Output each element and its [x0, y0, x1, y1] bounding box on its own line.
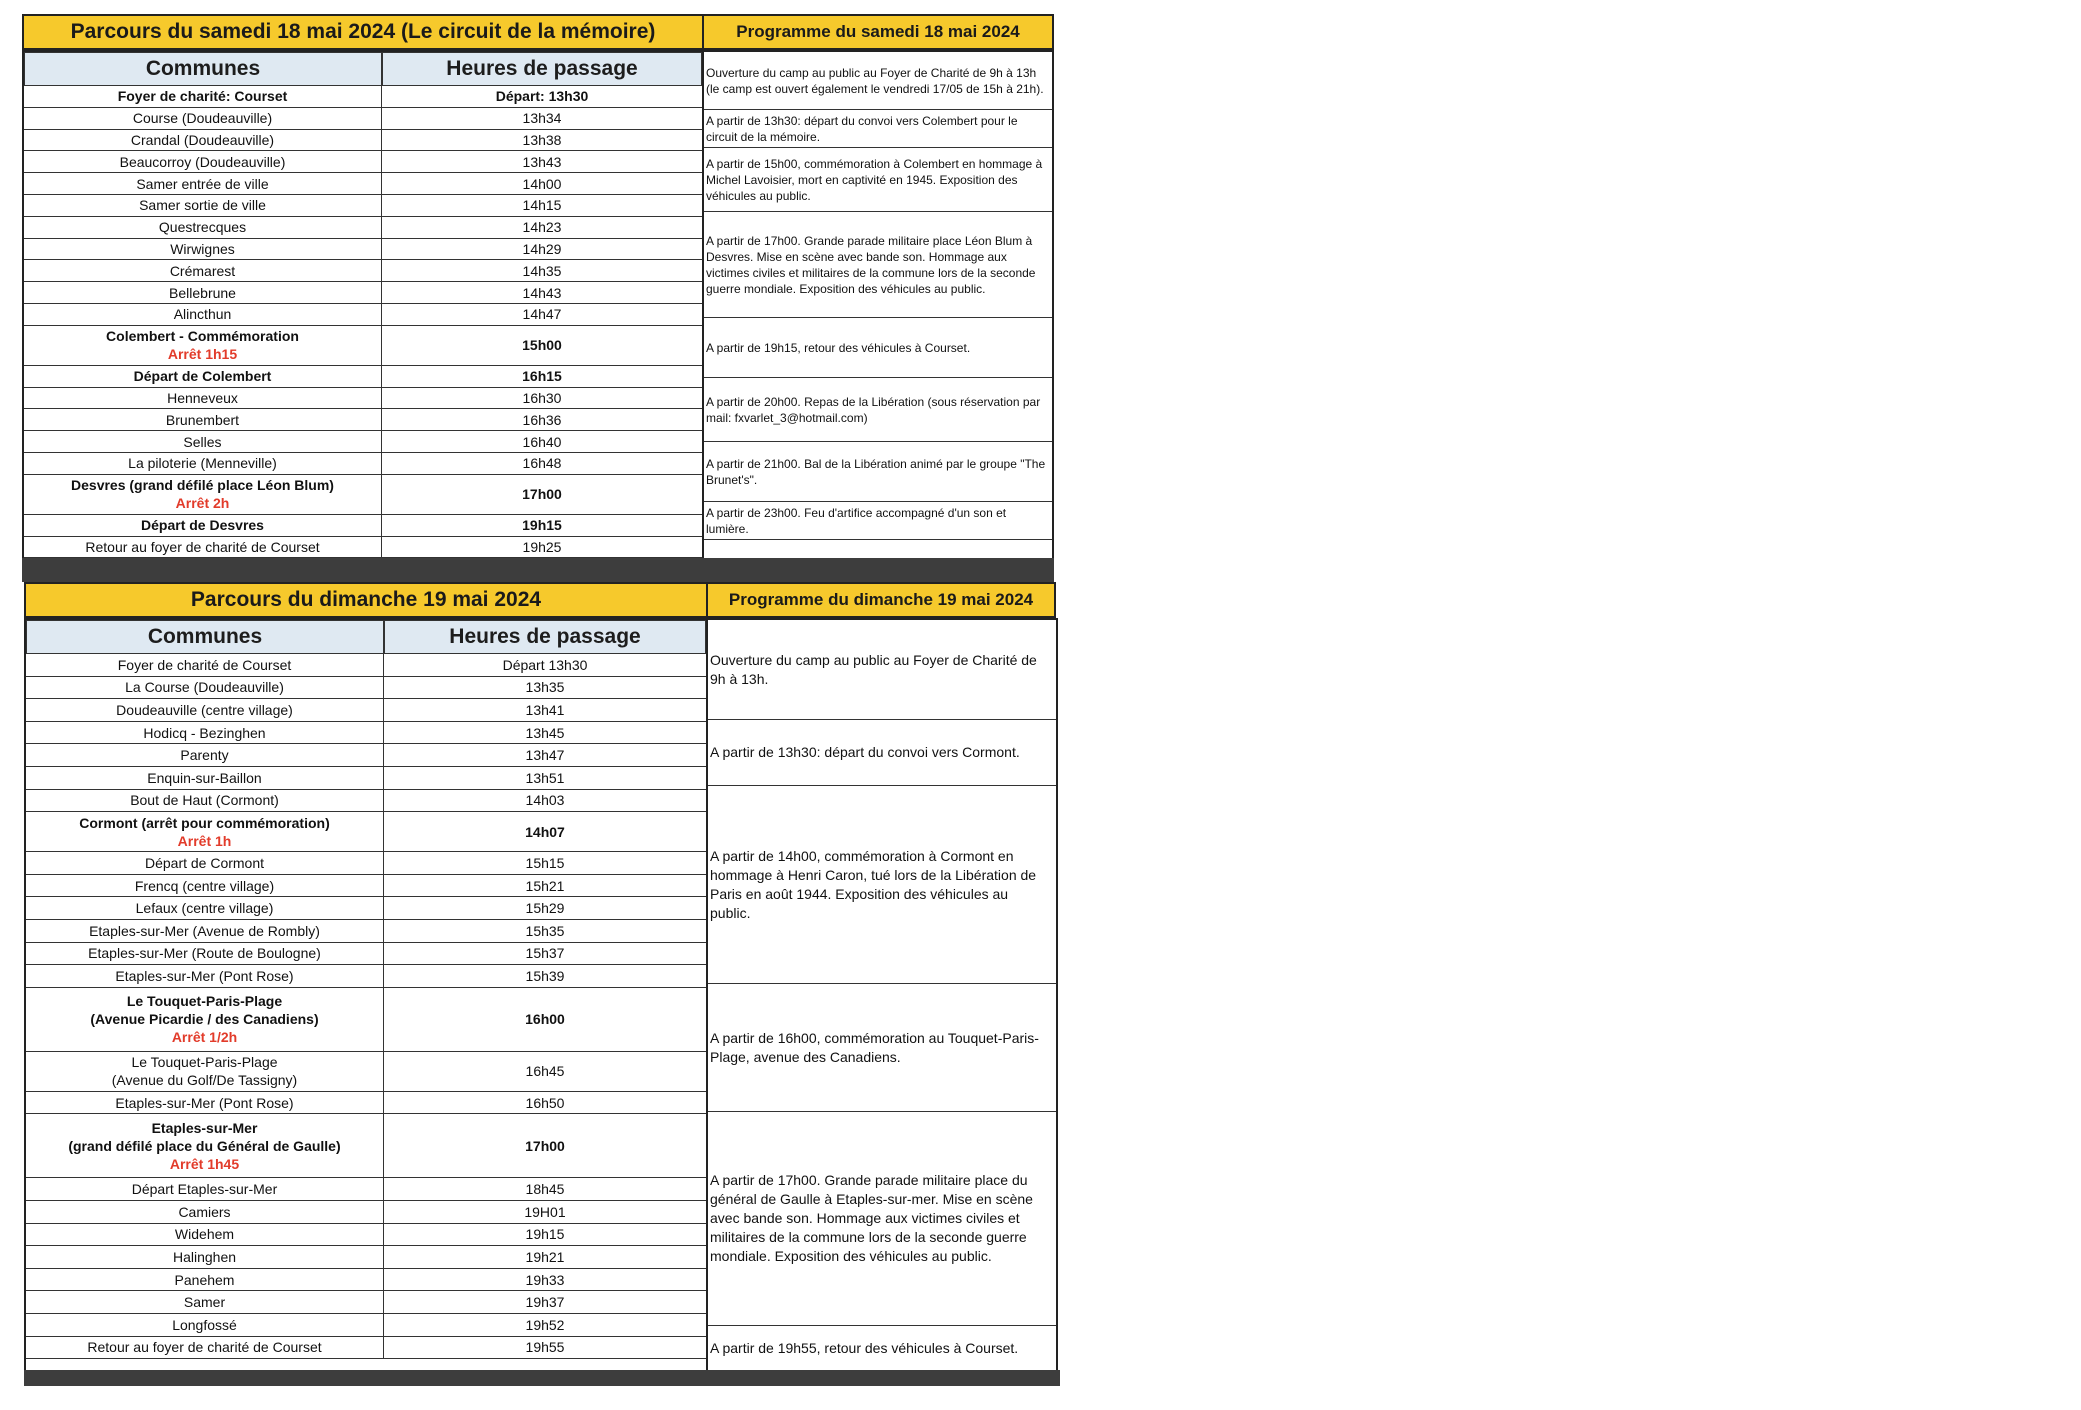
table-row	[26, 790, 706, 813]
saturday-col-communes: Communes	[24, 52, 382, 86]
table-row	[26, 812, 706, 852]
commune-cell	[24, 304, 382, 325]
table-row	[26, 1178, 706, 1201]
table-row	[24, 304, 702, 326]
passage-time: 19h15	[522, 517, 562, 534]
program-text: A partir de 15h00, commémoration à Colembert en hommage à Michel Lavoisier, mort en captivité en 1945. Exposition des véhicules au public.	[706, 156, 1043, 203]
passage-time: 15h00	[522, 337, 562, 354]
commune-name: La piloterie (Menneville)	[128, 455, 277, 472]
passage-time: 14h23	[522, 219, 562, 236]
commune-name: Le Touquet-Paris-Plage	[126, 993, 283, 1010]
table-row	[24, 453, 702, 475]
time-cell	[382, 537, 702, 558]
table-row	[26, 1337, 706, 1360]
table-row	[26, 767, 706, 790]
commune-cell	[24, 453, 382, 474]
time-cell	[382, 260, 702, 281]
commune-name: Foyer de charité: Courset	[117, 88, 288, 105]
table-row	[26, 897, 706, 920]
saturday-col-heures: Heures de passage	[382, 52, 702, 86]
time-cell	[384, 767, 706, 789]
table-row	[24, 282, 702, 304]
commune-name: Samer	[183, 1294, 226, 1311]
time-cell	[382, 366, 702, 387]
passage-time: 19h15	[525, 1226, 565, 1243]
passage-time: 19h25	[522, 538, 562, 555]
time-cell	[384, 812, 706, 851]
program-entry	[704, 52, 1052, 110]
commune-cell	[24, 239, 382, 260]
table-row	[26, 1291, 706, 1314]
program-entry	[704, 442, 1052, 502]
table-row	[26, 920, 706, 943]
table-row	[24, 537, 702, 559]
passage-time: 13h41	[525, 701, 565, 718]
commune-cell	[26, 1224, 384, 1246]
commune-name: Frencq (centre village)	[134, 877, 275, 894]
commune-detail: (Avenue Picardie / des Canadiens)	[90, 1011, 319, 1028]
commune-name: Desvres (grand défilé place Léon Blum)	[71, 477, 334, 494]
table-row	[26, 875, 706, 898]
commune-name: Etaples-sur-Mer (Route de Boulogne)	[88, 945, 321, 962]
commune-cell	[26, 722, 384, 744]
program-text: A partir de 19h55, retour des véhicules à Courset.	[710, 1340, 1019, 1356]
stop-duration: Arrêt 1h45	[169, 1155, 240, 1172]
time-cell	[384, 1224, 706, 1246]
table-row	[24, 366, 702, 388]
passage-time: 14h00	[522, 175, 562, 192]
commune-name: Samer entrée de ville	[136, 175, 269, 192]
commune-name: Parenty	[180, 747, 229, 764]
commune-cell	[26, 1201, 384, 1223]
table-row	[24, 239, 702, 261]
table-row	[26, 1092, 706, 1115]
program-entry	[704, 378, 1052, 442]
commune-name: Enquin-sur-Baillon	[147, 769, 262, 786]
table-row	[24, 326, 702, 366]
table-row	[24, 108, 702, 130]
passage-time: 15h15	[525, 854, 565, 871]
time-cell	[384, 790, 706, 812]
program-entry	[708, 1326, 1056, 1372]
commune-name: Départ de Desvres	[141, 517, 264, 534]
time-cell	[384, 965, 706, 987]
time-cell	[384, 677, 706, 699]
table-row	[24, 86, 702, 108]
commune-name: Longfossé	[172, 1316, 237, 1333]
time-cell	[384, 1337, 706, 1359]
commune-name: Alincthun	[173, 306, 232, 323]
commune-cell	[26, 1052, 384, 1091]
commune-cell	[24, 86, 382, 107]
commune-name: Etaples-sur-Mer (Pont Rose)	[115, 967, 294, 984]
passage-time: 15h37	[525, 945, 565, 962]
commune-detail: (Avenue du Golf/De Tassigny)	[111, 1072, 298, 1089]
table-row	[24, 217, 702, 239]
commune-cell	[26, 1314, 384, 1336]
table-row	[24, 409, 702, 431]
sunday-route-title: Parcours du dimanche 19 mai 2024	[24, 582, 708, 618]
time-cell	[384, 943, 706, 965]
sunday-program-title: Programme du dimanche 19 mai 2024	[706, 582, 1056, 618]
passage-time: 19h55	[525, 1339, 565, 1356]
stop-duration: Arrêt 1h	[177, 832, 232, 849]
passage-time: 16h40	[522, 433, 562, 450]
commune-name: Bout de Haut (Cormont)	[130, 792, 279, 809]
commune-cell	[26, 1291, 384, 1313]
table-row	[26, 654, 706, 677]
table-row	[26, 943, 706, 966]
program-text: A partir de 20h00. Repas de la Libération (sous réservation par mail: fxvarlet_3@hotmail.com)	[706, 394, 1041, 425]
passage-time: 14h03	[525, 792, 565, 809]
time-cell	[384, 654, 706, 676]
table-row	[26, 852, 706, 875]
program-entry	[704, 110, 1052, 148]
commune-name: Hodicq - Bezinghen	[143, 724, 266, 741]
table-row	[24, 173, 702, 195]
program-text: A partir de 13h30: départ du convoi vers Cormont.	[710, 744, 1020, 760]
commune-name: Retour au foyer de charité de Courset	[87, 1339, 322, 1356]
passage-time: 16h30	[522, 389, 562, 406]
time-cell	[384, 1178, 706, 1200]
time-cell	[384, 1201, 706, 1223]
table-row	[26, 1052, 706, 1092]
passage-time: Départ: 13h30	[495, 88, 589, 105]
commune-cell	[24, 388, 382, 409]
time-cell	[382, 217, 702, 238]
time-cell	[382, 453, 702, 474]
commune-name: Camiers	[178, 1203, 231, 1220]
commune-name: Le Touquet-Paris-Plage	[131, 1054, 278, 1071]
commune-name: Retour au foyer de charité de Courset	[85, 538, 320, 555]
passage-time: 16h50	[525, 1094, 565, 1111]
table-row	[24, 195, 702, 217]
program-text: Ouverture du camp au public au Foyer de Charité de 9h à 13h (le camp est ouvert également le vendredi 17/05 de 15h à 21h).	[706, 65, 1044, 96]
time-cell	[382, 151, 702, 172]
time-cell	[384, 988, 706, 1051]
passage-time: 14h43	[522, 284, 562, 301]
commune-cell	[24, 195, 382, 216]
time-cell	[384, 1269, 706, 1291]
stop-duration: Arrêt 2h	[175, 495, 230, 512]
commune-cell	[24, 431, 382, 452]
commune-name: Crandal (Doudeauville)	[130, 131, 275, 148]
passage-time: 13h34	[522, 110, 562, 127]
passage-time: 16h36	[522, 411, 562, 428]
commune-name: Course (Doudeauville)	[132, 110, 273, 127]
time-cell	[384, 875, 706, 897]
table-row	[26, 677, 706, 700]
passage-time: 13h38	[522, 131, 562, 148]
passage-time: 17h00	[525, 1137, 565, 1154]
commune-name: Etaples-sur-Mer (Pont Rose)	[115, 1094, 294, 1111]
time-cell	[382, 409, 702, 430]
passage-time: 17h00	[522, 486, 562, 503]
program-entry	[704, 318, 1052, 378]
time-cell	[384, 1314, 706, 1336]
commune-name: Panehem	[174, 1271, 235, 1288]
time-cell	[384, 1092, 706, 1114]
time-cell	[382, 195, 702, 216]
time-cell	[384, 744, 706, 766]
commune-name: Foyer de charité de Courset	[117, 656, 292, 673]
time-cell	[382, 282, 702, 303]
time-cell	[384, 852, 706, 874]
passage-time: 14h47	[522, 306, 562, 323]
table-row	[24, 388, 702, 410]
commune-name: Départ de Colembert	[133, 368, 272, 385]
table-row	[26, 1201, 706, 1224]
commune-detail: (grand défilé place du Général de Gaulle)	[68, 1137, 341, 1154]
commune-name: Doudeauville (centre village)	[116, 701, 293, 718]
passage-time: 16h48	[522, 455, 562, 472]
time-cell	[384, 920, 706, 942]
passage-time: 14h29	[522, 240, 562, 257]
saturday-bottom-band	[22, 558, 1054, 582]
time-cell	[382, 388, 702, 409]
commune-name: Brunembert	[165, 411, 240, 428]
passage-time: 15h39	[525, 967, 565, 984]
commune-cell	[26, 875, 384, 897]
passage-time: 14h15	[522, 197, 562, 214]
time-cell	[384, 1114, 706, 1177]
table-row	[24, 431, 702, 453]
time-cell	[384, 699, 706, 721]
time-cell	[382, 431, 702, 452]
passage-time: 19h21	[525, 1248, 565, 1265]
commune-name: Colembert - Commémoration	[106, 328, 299, 345]
passage-time: 19H01	[524, 1203, 566, 1220]
commune-cell	[26, 812, 384, 851]
program-entry	[708, 984, 1056, 1112]
commune-name: Cormont (arrêt pour commémoration)	[79, 814, 330, 831]
time-cell	[384, 1052, 706, 1091]
program-text: A partir de 14h00, commémoration à Cormont en hommage à Henri Caron, tué lors de la Libération de Paris en août 1944. Exposition des véhicules au public.	[710, 847, 1037, 921]
table-row	[26, 722, 706, 745]
sunday-col-heures: Heures de passage	[384, 620, 706, 654]
commune-cell	[24, 409, 382, 430]
commune-cell	[26, 988, 384, 1051]
commune-name: Selles	[183, 433, 222, 450]
commune-cell	[24, 537, 382, 558]
commune-cell	[26, 1178, 384, 1200]
time-cell	[384, 1246, 706, 1268]
commune-cell	[24, 475, 382, 514]
commune-name: Crémarest	[169, 262, 236, 279]
sunday-bottom-band	[24, 1370, 1060, 1386]
stop-duration: Arrêt 1/2h	[171, 1029, 238, 1046]
commune-name: Widehem	[174, 1226, 235, 1243]
program-entry	[704, 502, 1052, 540]
program-text: A partir de 17h00. Grande parade militaire place Léon Blum à Desvres. Mise en scène avec bande son. Hommage aux victimes civiles et militaires de la commune lors de la seconde guerre mondiale. Exposition des véhicules au public.	[706, 233, 1036, 296]
passage-time: 15h29	[525, 900, 565, 917]
program-text: A partir de 13h30: départ du convoi vers Colembert pour le circuit de la mémoire.	[706, 113, 1018, 144]
passage-time: 15h21	[525, 877, 565, 894]
passage-time: 13h43	[522, 153, 562, 170]
commune-name: Beaucorroy (Doudeauville)	[119, 153, 286, 170]
commune-name: Wirwignes	[170, 240, 235, 257]
passage-time: 13h51	[525, 769, 565, 786]
program-entry	[708, 1112, 1056, 1326]
commune-cell	[26, 1114, 384, 1177]
time-cell	[384, 722, 706, 744]
commune-name: Lefaux (centre village)	[135, 900, 274, 917]
program-entry	[708, 786, 1056, 984]
passage-time: 13h45	[525, 724, 565, 741]
commune-name: La Course (Doudeauville)	[125, 679, 284, 696]
table-row	[24, 260, 702, 282]
commune-cell	[26, 965, 384, 987]
sunday-col-communes: Communes	[26, 620, 384, 654]
passage-time: 19h37	[525, 1294, 565, 1311]
table-row	[26, 965, 706, 988]
commune-cell	[26, 677, 384, 699]
passage-time: 16h00	[525, 1011, 565, 1028]
passage-time: 14h07	[525, 823, 565, 840]
commune-cell	[24, 326, 382, 365]
passage-time: 14h35	[522, 262, 562, 279]
commune-name: Bellebrune	[169, 284, 236, 301]
table-row	[26, 1114, 706, 1178]
commune-cell	[24, 151, 382, 172]
table-row	[26, 1269, 706, 1292]
program-entry	[704, 148, 1052, 212]
commune-cell	[26, 1337, 384, 1359]
table-row	[24, 515, 702, 537]
passage-time: 16h15	[522, 368, 562, 385]
time-cell	[382, 304, 702, 325]
program-entry	[708, 720, 1056, 786]
commune-cell	[26, 1092, 384, 1114]
table-row	[26, 1224, 706, 1247]
commune-name: Halinghen	[172, 1248, 237, 1265]
commune-cell	[26, 943, 384, 965]
commune-cell	[26, 852, 384, 874]
table-row	[26, 744, 706, 767]
passage-time: 16h45	[525, 1063, 565, 1080]
commune-cell	[26, 1246, 384, 1268]
time-cell	[382, 130, 702, 151]
commune-name: Questrecques	[158, 219, 247, 236]
commune-cell	[24, 130, 382, 151]
program-entry	[708, 620, 1056, 720]
passage-time: 13h47	[525, 747, 565, 764]
stop-duration: Arrêt 1h15	[167, 346, 238, 363]
program-text: Ouverture du camp au public au Foyer de Charité de 9h à 13h.	[710, 651, 1037, 687]
passage-time: 13h35	[525, 679, 565, 696]
commune-cell	[24, 260, 382, 281]
time-cell	[382, 86, 702, 107]
time-cell	[382, 326, 702, 365]
commune-cell	[26, 654, 384, 676]
program-text: A partir de 19h15, retour des véhicules à Courset.	[706, 340, 971, 355]
passage-time: Départ 13h30	[502, 656, 588, 673]
table-row	[26, 988, 706, 1052]
program-text: A partir de 23h00. Feu d'artifice accompagné d'un son et lumière.	[706, 505, 1007, 536]
passage-time: 19h52	[525, 1316, 565, 1333]
commune-cell	[26, 897, 384, 919]
program-entry	[704, 212, 1052, 318]
table-row	[26, 699, 706, 722]
passage-time: 15h35	[525, 922, 565, 939]
time-cell	[384, 1291, 706, 1313]
commune-name: Départ Etaples-sur-Mer	[131, 1181, 278, 1198]
passage-time: 19h33	[525, 1271, 565, 1288]
commune-cell	[26, 790, 384, 812]
commune-cell	[26, 920, 384, 942]
commune-cell	[24, 515, 382, 536]
time-cell	[382, 239, 702, 260]
commune-name: Etaples-sur-Mer (Avenue de Rombly)	[89, 922, 320, 939]
table-row	[24, 130, 702, 152]
commune-cell	[26, 1269, 384, 1291]
program-text: A partir de 17h00. Grande parade militaire place du général de Gaulle à Etaples-sur-mer. Mise en scène avec bande son. Hommage aux victimes civiles et militaires de la commune lors de la seconde guerre mondiale. Exposition des véhicules au public.	[710, 1172, 1033, 1264]
commune-cell	[24, 217, 382, 238]
program-text: A partir de 16h00, commémoration au Touquet-Paris-Plage, avenue des Canadiens.	[710, 1029, 1039, 1065]
table-row	[24, 475, 702, 515]
commune-name: Samer sortie de ville	[139, 197, 266, 214]
commune-name: Départ de Cormont	[144, 854, 265, 871]
commune-cell	[26, 699, 384, 721]
program-text: A partir de 21h00. Bal de la Libération animé par le groupe "The Brunet's".	[706, 456, 1046, 487]
commune-name: Henneveux	[167, 389, 238, 406]
table-row	[24, 151, 702, 173]
table-row	[26, 1314, 706, 1337]
table-row	[26, 1246, 706, 1269]
time-cell	[382, 173, 702, 194]
commune-cell	[24, 108, 382, 129]
time-cell	[384, 897, 706, 919]
saturday-route-title: Parcours du samedi 18 mai 2024 (Le circuit de la mémoire)	[22, 14, 704, 50]
commune-cell	[26, 767, 384, 789]
commune-cell	[24, 173, 382, 194]
passage-time: 18h45	[525, 1181, 565, 1198]
commune-cell	[24, 282, 382, 303]
time-cell	[382, 515, 702, 536]
saturday-program-title: Programme du samedi 18 mai 2024	[702, 14, 1054, 50]
time-cell	[382, 108, 702, 129]
time-cell	[382, 475, 702, 514]
commune-cell	[26, 744, 384, 766]
commune-name: Etaples-sur-Mer	[151, 1119, 258, 1136]
commune-cell	[24, 366, 382, 387]
